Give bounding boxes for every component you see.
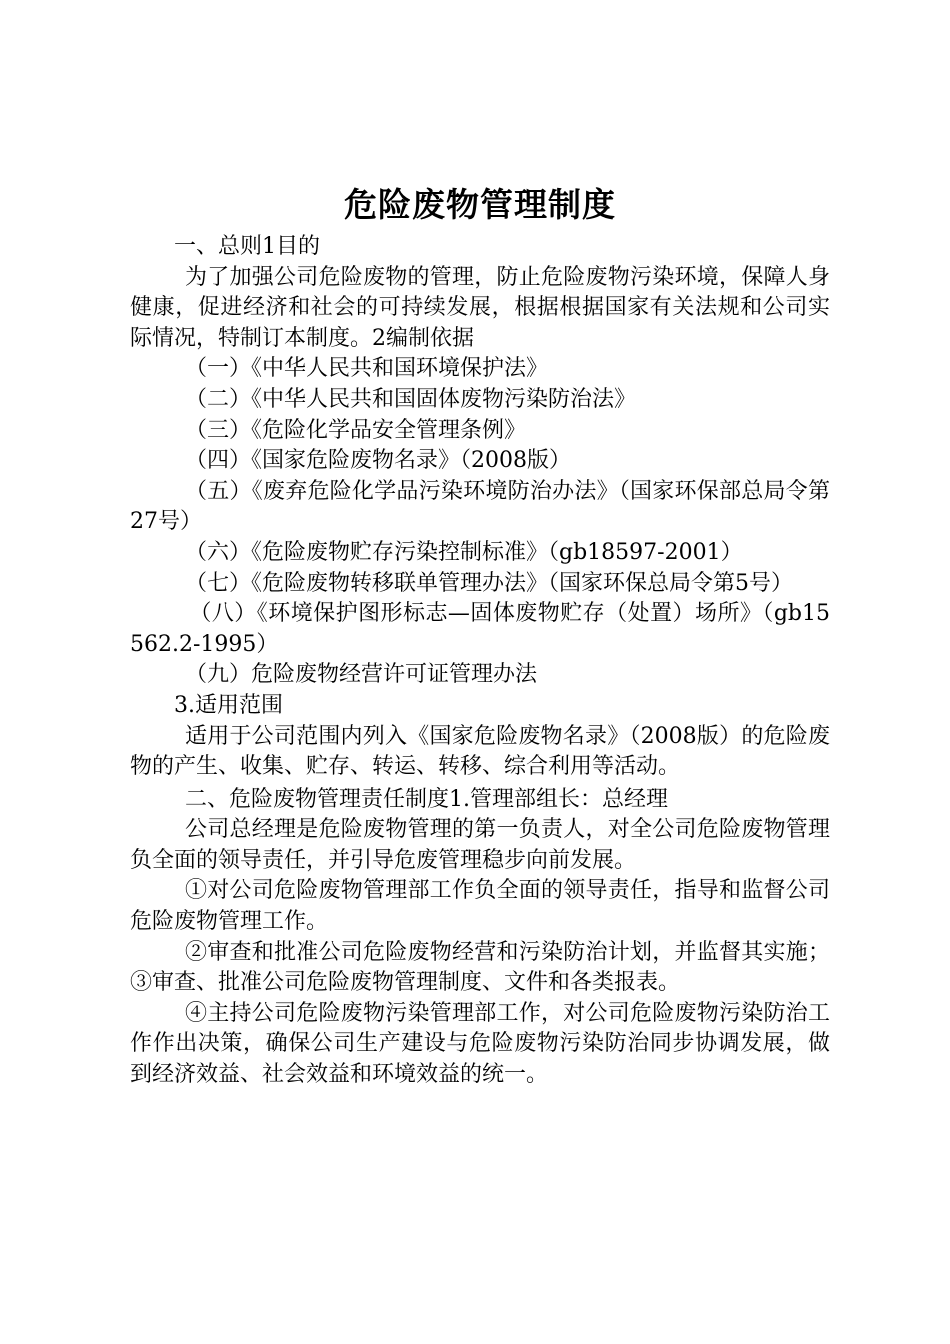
duty-item-1: ①对公司危险废物管理部工作负全面的领导责任，指导和监督公司危险废物管理工作。 xyxy=(130,878,830,935)
basis-item-1: （一）《中华人民共和国环境保护法》 xyxy=(185,356,549,382)
basis-item-6: （六）《危险废物贮存污染控制标准》（gb18597-2001） xyxy=(185,539,743,565)
scope-paragraph: 适用于公司范围内列入《国家危险废物名录》（2008版）的危险废物的产生、收集、贮存、转运、转移、综合利用等活动。 xyxy=(130,723,830,780)
basis-item-9: （九）危险废物经营许可证管理办法 xyxy=(185,662,538,688)
duty-item-2-3: ②审查和批准公司危险废物经营和污染防治计划，并监督其实施；③审查、批准公司危险废物管理制度、文件和各类报表。 xyxy=(130,939,830,996)
basis-item-2: （二）《中华人民共和国固体废物污染防治法》 xyxy=(185,386,637,412)
basis-item-4: （四）《国家危险废物名录》（2008版） xyxy=(185,448,571,474)
document-page xyxy=(130,180,830,1091)
basis-item-3: （三）《危险化学品安全管理条例》 xyxy=(185,417,527,443)
duty-item-4: ④主持公司危险废物污染管理部工作，对公司危险废物污染防治工作作出决策，确保公司生产建设与危险废物污染防治同步协调发展，做到经济效益、社会效益和环境效益的统一。 xyxy=(130,1000,830,1088)
section-responsibility-heading: 二、危险废物管理责任制度1.管理部组长：总经理 xyxy=(185,786,668,812)
basis-item-5: （五）《废弃危险化学品污染环境防治办法》（国家环保部总局令第27号） xyxy=(130,478,830,535)
general-manager-paragraph: 公司总经理是危险废物管理的第一负责人，对全公司危险废物管理负全面的领导责任，并引导危废管理稳步向前发展。 xyxy=(130,817,830,873)
scope-heading: 3.适用范围 xyxy=(174,692,283,718)
basis-item-8: （八）《环境保护图形标志—固体废物贮存（处置）场所》（gb15562.2-1995） xyxy=(130,601,830,657)
basis-item-7: （七）《危险废物转移联单管理办法》（国家环保总局令第5号） xyxy=(185,570,793,596)
purpose-paragraph: 为了加强公司危险废物的管理，防止危险废物污染环境，保障人身健康，促进经济和社会的可持续发展，根据根据国家有关法规和公司实际情况，特制订本制度。2编制依据 xyxy=(130,264,830,351)
section-general-heading: 一、总则1目的 xyxy=(174,234,320,259)
document-title: 危险废物管理制度 xyxy=(344,185,616,224)
